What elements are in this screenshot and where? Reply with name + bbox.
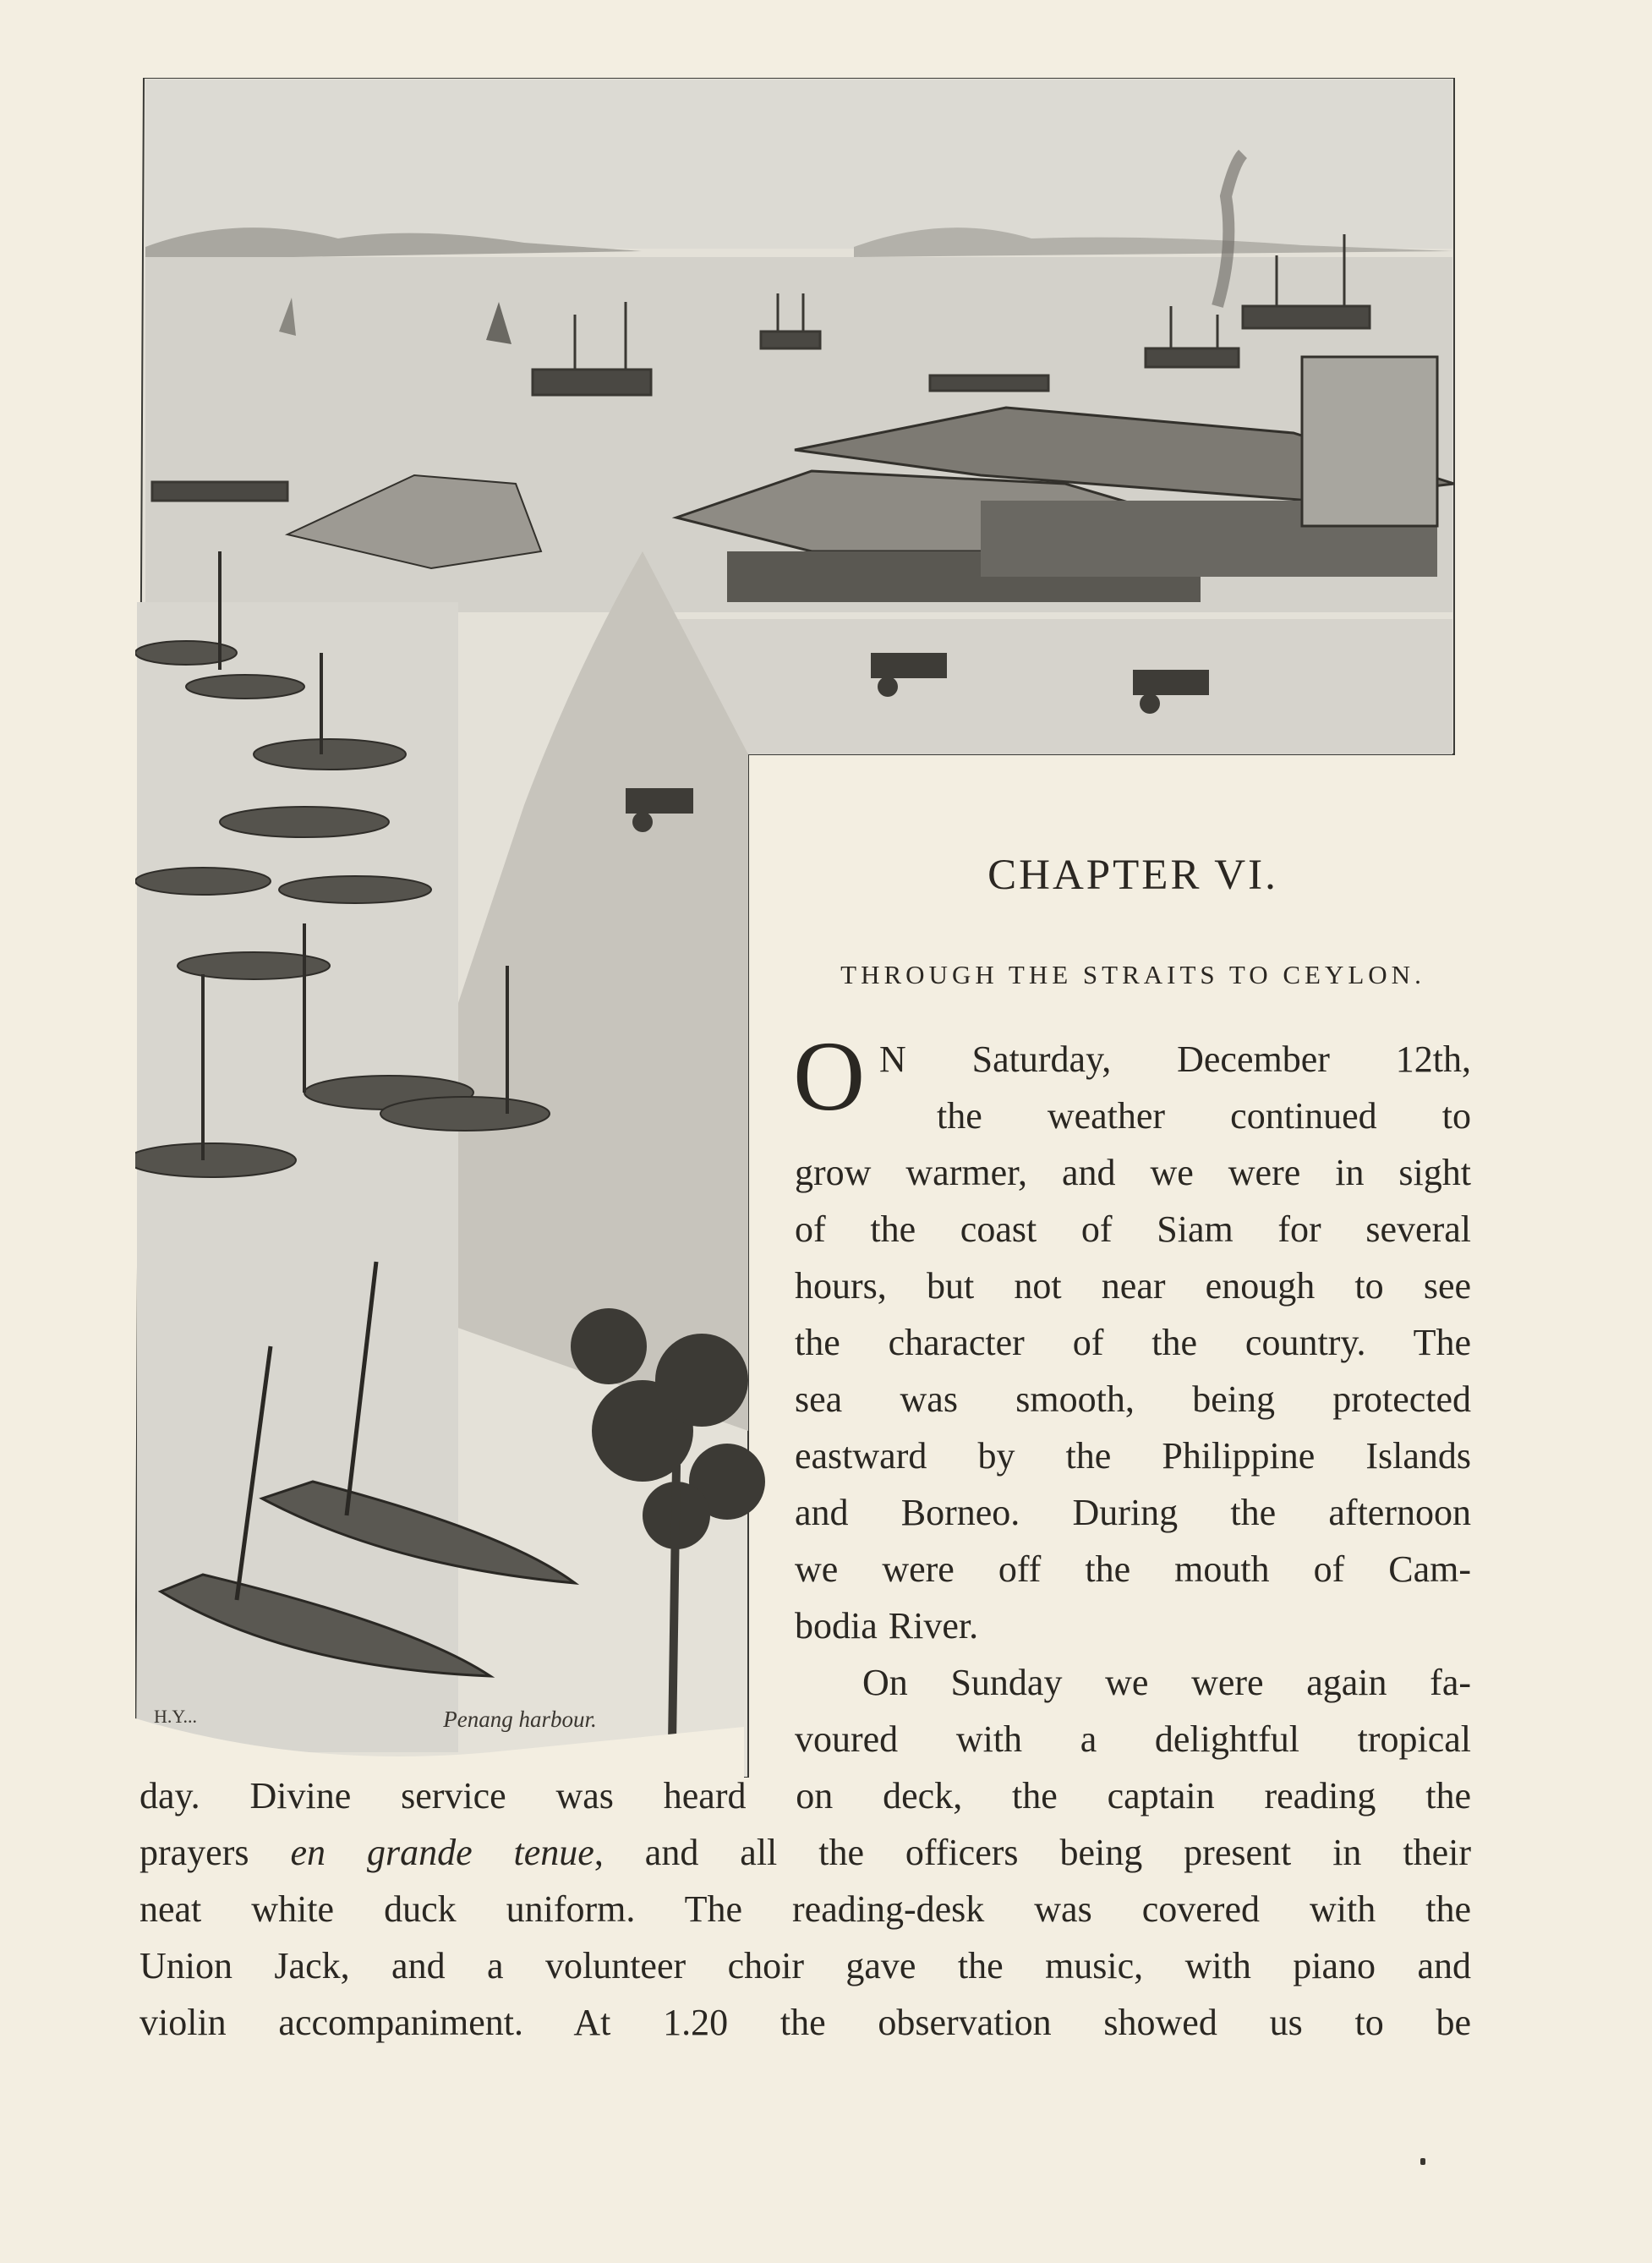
body-line: day. Divine service was heard on deck, the captain reading the: [139, 1775, 1471, 1816]
chapter-title: CHAPTER VI.: [987, 852, 1278, 899]
artist-signature: H.Y...: [154, 1706, 197, 1727]
body-line: and Borneo. During the afternoon: [795, 1492, 1471, 1533]
body-line: neat white duck uniform. The reading-desk was covered with the: [139, 1888, 1471, 1930]
body-line: On Sunday we were again fa-: [862, 1662, 1471, 1703]
body-line: N Saturday, December 12th,: [879, 1038, 1471, 1080]
body-line: the weather continued to: [937, 1095, 1471, 1137]
body-line: eastward by the Philippine Islands: [795, 1435, 1471, 1477]
body-line: sea was smooth, being protected: [795, 1378, 1471, 1420]
body-line: hours, but not near enough to see: [795, 1265, 1471, 1307]
body-line: of the coast of Siam for several: [795, 1208, 1471, 1250]
illustration-caption: Penang harbour.: [443, 1707, 597, 1732]
body-line: voured with a delightful tropical: [795, 1718, 1471, 1760]
body-line: prayers en grande tenue, and all the officers being present in their: [139, 1832, 1472, 1873]
italic-phrase: en grande tenue: [290, 1832, 594, 1873]
body-line: violin accompaniment. At 1.20 the observation showed us to be: [139, 2002, 1471, 2043]
body-line: bodia River.: [795, 1605, 979, 1647]
body-line: we were off the mouth of Cam-: [795, 1548, 1471, 1590]
body-line: grow warmer, and we were in sight: [795, 1152, 1471, 1193]
body-line: the character of the country. The: [795, 1322, 1471, 1363]
body-line: Union Jack, and a volunteer choir gave the music, with piano and: [139, 1945, 1471, 1986]
chapter-subtitle: THROUGH THE STRAITS TO CEYLON.: [840, 960, 1425, 989]
page-mark: [1420, 2158, 1425, 2165]
drop-cap: O: [793, 1021, 866, 1132]
